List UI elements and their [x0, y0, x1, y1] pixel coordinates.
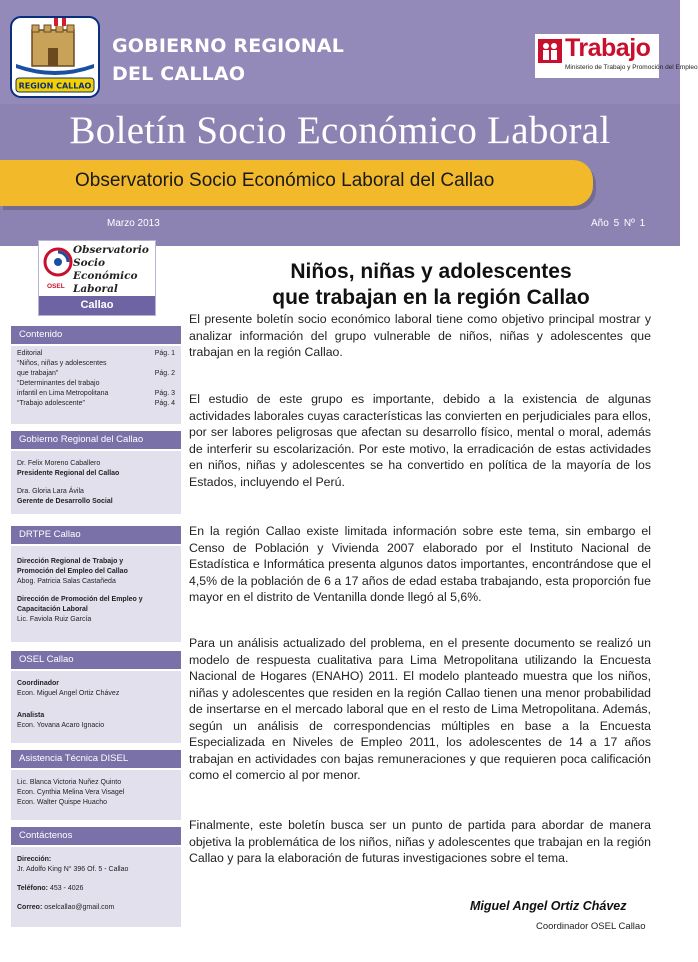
toc-label: “Niños, niñas y adolescentes [17, 360, 107, 367]
article-title-line1: Niños, niñas y adolescentes [290, 260, 572, 283]
drtpe-unit2-line2: Capacitación Laboral [17, 606, 88, 613]
issue-number: Año 5 Nº 1 [591, 218, 646, 229]
asistencia-person1: Lic. Blanca Victoria Nuñez Quinto [17, 779, 122, 786]
contenido-box [11, 346, 181, 424]
article-paragraph: En la región Callao existe limitada información sobre este tema, sin embargo el Censo de Población y Vivienda 2007 elaborado por el Instituto Nacional de Estadística e Informática presenta algunos datos importantes, encontrándose que el 4,5% de la población de 6 a 17 años de edad estaba trabajando, esta proporción fue mayor en el distrito de Ventanilla donde llegó al 5,6%. [189, 524, 651, 604]
osel-box [11, 671, 181, 743]
gobierno-person2-name: Dra. Gloria Lara Ávila [17, 488, 84, 495]
toc-label: infantil en Lima Metropolitana [17, 390, 109, 397]
asistencia-person3: Econ. Walter Quispe Huacho [17, 799, 108, 806]
gobierno-person1-role: Presidente Regional del Callao [17, 470, 120, 477]
gobierno-person2-role: Gerente de Desarrollo Social [17, 498, 113, 505]
toc-label: Editorial [17, 350, 43, 357]
email-label: Correo: [17, 904, 43, 911]
address-label: Dirección: [17, 856, 52, 863]
observatory-name: Observatorio Socio Económico Laboral del Callao [75, 170, 495, 191]
osel-logo [38, 240, 156, 316]
phone-label: Teléfono: [17, 885, 48, 892]
toc-row[interactable] [17, 379, 175, 389]
signature-name: Miguel Angel Ortiz Chávez [470, 899, 627, 913]
observatory-banner [0, 160, 593, 206]
drtpe-unit2-line1: Dirección de Promoción del Empleo y [17, 596, 143, 603]
article-paragraph: El estudio de este grupo es importante, debido a la existencia de algunas actividades laborales cuyas características las convierten en perjudiciales para ellos, por ser labores peligrosas que afectan su desarrollo físico, mental o moral, además de interferir su escolarización. Por este motivo, la erradicación de estas actividades en niños, niñas y adolescentes se ha convertido en política de la mayoría de los Estados, incluyendo el Perú. [189, 392, 651, 489]
drtpe-box [11, 546, 181, 642]
ministry-logo-subtitle: Ministerio de Trabajo y Promoción del Empleo [565, 64, 698, 71]
osel-role2: Analista [17, 712, 45, 719]
toc-page: Pág. 4 [154, 400, 175, 407]
article-paragraph: El presente boletín socio económico laboral tiene como objetivo principal mostrar y analizar información del grupo vulnerable de niños, niñas y adolescentes que trabajan en la región Callao. [189, 312, 651, 359]
article-paragraph: Finalmente, este boletín busca ser un punto de partida para abordar de manera objetiva la problemática de los niños, niñas y adolescentes que trabajan en la región Callao y para la elaboración de futuras investigaciones sobre el tema. [189, 818, 651, 865]
address-value: Jr. Adolfo King N° 396 Of. 5 - Callao [17, 866, 129, 873]
toc-row[interactable] [17, 349, 175, 359]
ministry-people-icon [538, 39, 562, 63]
osel-role1: Coordinador [17, 680, 59, 687]
gobierno-heading: Gobierno Regional del Callao [11, 431, 181, 449]
toc-row[interactable] [17, 359, 175, 369]
toc-label: “Determinantes del trabajo [17, 380, 100, 387]
toc-row[interactable] [17, 369, 175, 379]
toc-label: “Trabajo adolescente” [17, 400, 85, 407]
toc-page: Pág. 3 [154, 390, 175, 397]
osel-swirl-icon [43, 247, 73, 277]
gobierno-box [11, 451, 181, 514]
drtpe-unit2-person: Lic. Faviola Ruiz García [17, 616, 92, 623]
email-link[interactable]: oselcallao@gmail.com [44, 904, 115, 911]
contactenos-heading: Contáctenos [11, 827, 181, 845]
issue-date: Marzo 2013 [107, 218, 160, 229]
article-title [216, 259, 646, 311]
article-title-line2: que trabajan en la región Callao [272, 286, 590, 309]
phone-value: 453 - 4026 [49, 885, 84, 892]
toc-row[interactable] [17, 399, 175, 409]
ministry-logo-word: Trabajo [565, 34, 651, 62]
drtpe-unit1-line2: Promoción del Empleo del Callao [17, 568, 128, 575]
crest-label: REGION CALLAO [18, 81, 92, 91]
asistencia-box [11, 770, 181, 820]
government-title-line1: GOBIERNO REGIONAL [112, 35, 345, 57]
signature-role: Coordinador OSEL Callao [536, 921, 646, 932]
region-callao-crest-icon [10, 16, 100, 98]
osel-heading: OSEL Callao [11, 651, 181, 669]
osel-place: Callao [39, 296, 155, 315]
bulletin-title: Boletín Socio Económico Laboral [69, 109, 611, 152]
asistencia-heading: Asistencia Técnica DISEL [11, 750, 181, 768]
contenido-heading: Contenido [11, 326, 181, 344]
drtpe-unit1-person: Abog. Patricia Salas Castañeda [17, 578, 116, 585]
osel-logo-text [73, 244, 155, 296]
ministry-logo [535, 34, 698, 78]
drtpe-heading: DRTPE Callao [11, 526, 181, 544]
government-title [112, 32, 344, 88]
toc-page: Pág. 1 [154, 350, 175, 357]
government-title-line2: DEL CALLAO [112, 63, 246, 85]
osel-person2: Econ. Yovana Acaro Ignacio [17, 722, 105, 729]
osel-logo-line1: Observatorio [73, 244, 149, 256]
contactenos-box [11, 847, 181, 927]
drtpe-unit1-line1: Dirección Regional de Trabajo y [17, 558, 124, 565]
osel-logo-line2: Socio Económico [73, 257, 138, 282]
article-paragraph: Para un análisis actualizado del problema, en el presente documento se realizó un modelo de respuesta cualitativa para Lima Metropolitana utilizando la Encuesta Nacional de Hogares (ENAHO) 2011. El modelo planteado muestra que los niños, niñas y adolescentes que residen en la región Callao tienen una menor probabilidad de insertarse en el mercado laboral que en el resto de Lima Metropolitana. Además, según un análisis de correspondencias múltiples en base a la Encuesta Especializada en Niveles de Empleo 2011, los adolescentes de 14 a 17 años trabajan en actividades con bajas remuneraciones y que requieren poca calificación como el comercio al por menor. [189, 636, 651, 782]
osel-person1: Econ. Miguel Angel Ortiz Chávez [17, 690, 120, 697]
toc-label: que trabajan” [17, 370, 59, 377]
gobierno-person1-name: Dr. Felix Moreno Caballero [17, 460, 101, 467]
asistencia-person2: Econ. Cynthia Melina Vera Visagel [17, 789, 125, 796]
toc-page: Pág. 2 [154, 370, 175, 377]
osel-logo-line3: Laboral [73, 283, 118, 295]
osel-acronym: OSEL [47, 283, 65, 290]
toc-row[interactable] [17, 389, 175, 399]
